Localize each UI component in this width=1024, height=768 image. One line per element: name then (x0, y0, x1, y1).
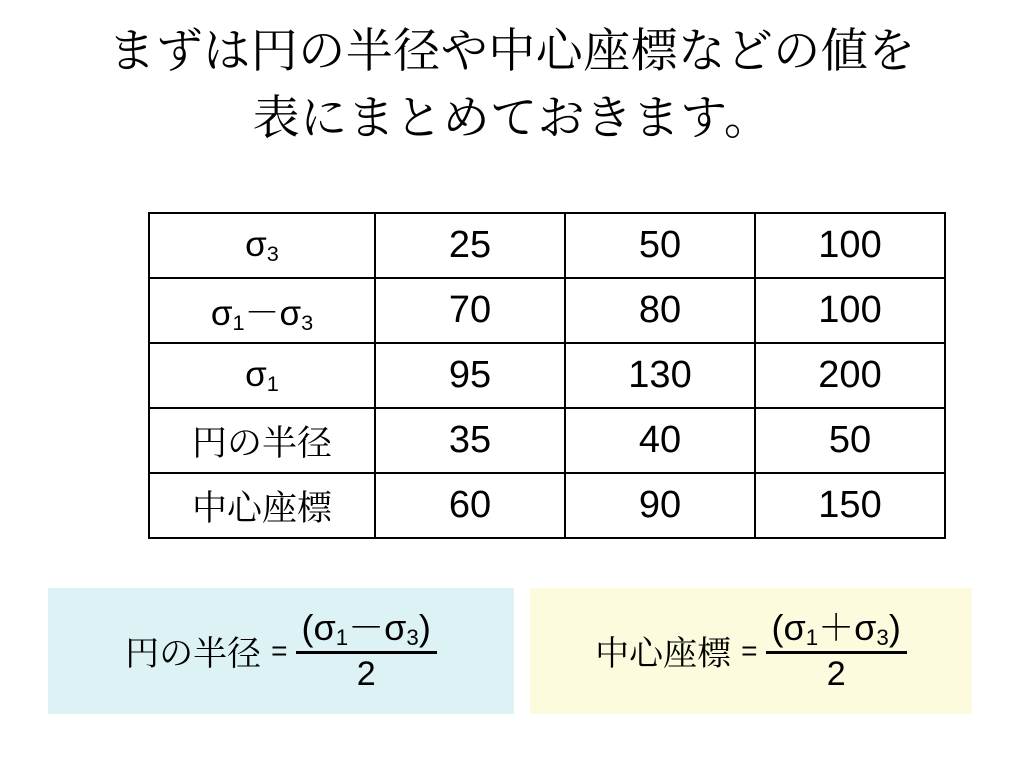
subscript: 3 (266, 240, 279, 266)
subscript: 1 (335, 624, 349, 650)
table-cell: 95 (375, 343, 565, 408)
equals-sign: = (271, 634, 288, 666)
center-formula-label: 中心座標 (595, 635, 732, 674)
table-row (149, 408, 945, 473)
table-cell: 60 (375, 473, 565, 538)
table-row (149, 343, 945, 408)
table-cell: 130 (565, 343, 755, 408)
subscript: 3 (301, 309, 314, 335)
title-line-1: まずは円の半径や中心座標などの値を (108, 24, 916, 77)
row-label-sigma1-minus-sigma3: $\sigma_1-\sigma_3$ (149, 278, 375, 343)
radius-formula-box (48, 588, 514, 714)
values-table (148, 212, 946, 539)
formula-boxes (0, 588, 1024, 718)
table-row (149, 473, 945, 538)
row-label-radius: 円の半径 (149, 408, 375, 473)
values-table-wrapper (148, 212, 938, 539)
row-label-center: 中心座標 (149, 473, 375, 538)
fraction-denominator: 2 (826, 655, 846, 694)
radius-formula (125, 606, 437, 694)
equals-sign: = (741, 634, 758, 666)
table-cell: 100 (755, 213, 945, 278)
table-cell: 150 (755, 473, 945, 538)
table-cell: 40 (565, 408, 755, 473)
table-cell: 90 (565, 473, 755, 538)
row-label-sigma3: $\sigma_3$ (149, 213, 375, 278)
center-formula (595, 606, 907, 694)
table-cell: 100 (755, 278, 945, 343)
center-formula-box (530, 588, 972, 714)
fraction-numerator: $(\sigma_1-\sigma_3)$ (301, 606, 431, 650)
table-cell: 70 (375, 278, 565, 343)
fraction (296, 606, 437, 694)
title-line-2: 表にまとめておきます。 (252, 90, 772, 144)
subscript: 1 (805, 624, 819, 650)
subscript: 1 (266, 370, 279, 396)
table-row (149, 278, 945, 343)
subscript: 1 (232, 309, 245, 335)
fraction (766, 606, 907, 694)
table-cell: 25 (375, 213, 565, 278)
table-row (149, 213, 945, 278)
table-cell: 35 (375, 408, 565, 473)
table-cell: 50 (565, 213, 755, 278)
radius-formula-label: 円の半径 (125, 635, 262, 674)
subscript: 3 (876, 624, 889, 650)
table-cell: 80 (565, 278, 755, 343)
fraction-numerator: $(\sigma_1+\sigma_3)$ (771, 606, 901, 650)
table-cell: 200 (755, 343, 945, 408)
page-title (0, 18, 1024, 151)
row-label-sigma1: $\sigma_1$ (149, 343, 375, 408)
table-cell: 50 (755, 408, 945, 473)
subscript: 3 (406, 624, 419, 650)
fraction-denominator: 2 (356, 655, 376, 694)
